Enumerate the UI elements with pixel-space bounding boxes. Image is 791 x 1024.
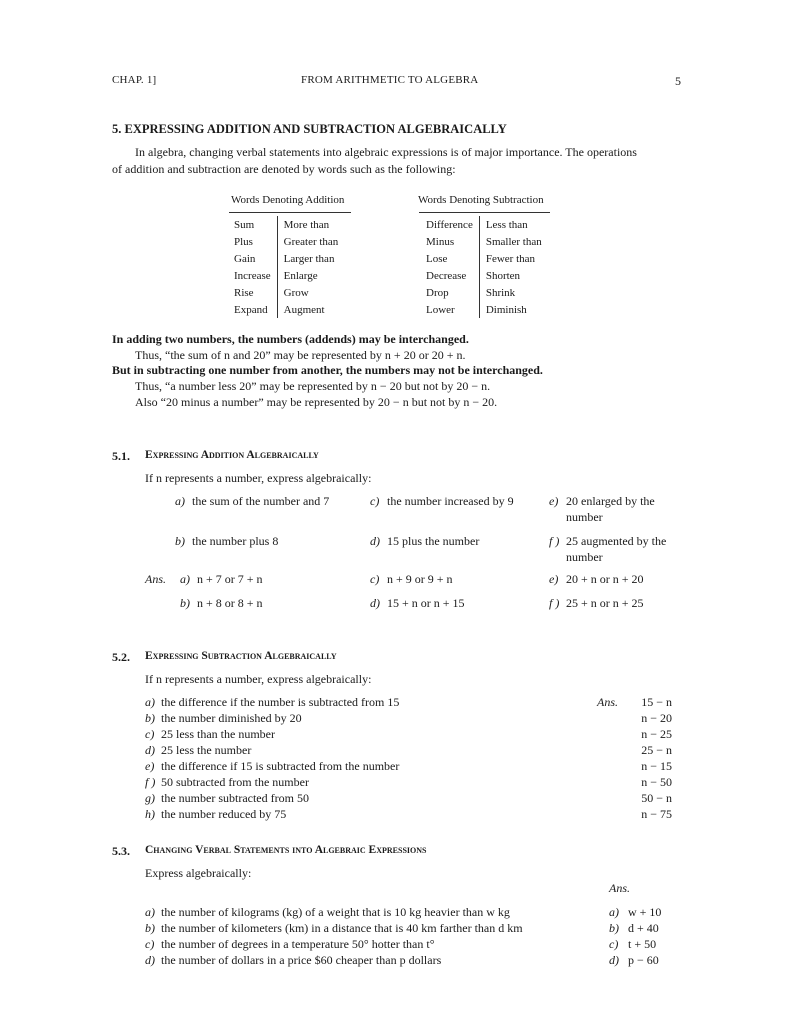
problem-5-1-item-text: 25 augmented by the — [566, 534, 667, 548]
problem-5-2-item-label: f ) — [145, 775, 156, 789]
problem-5-3-item-text: the number of dollars in a price $60 cheaper than p dollars — [161, 953, 442, 967]
subtraction-rule: But in subtracting one number from another, the numbers may not be interchanged. — [112, 363, 543, 377]
addition-word: Larger than — [283, 252, 335, 265]
problem-5-1-item-label: f ) — [549, 534, 560, 548]
subtraction-word: Lose — [420, 250, 479, 267]
problem-5-2-ans-label: Ans. — [597, 695, 618, 709]
subtraction-row — [420, 233, 548, 250]
addition-word: Plus — [228, 233, 277, 250]
problem-5-3-answer-label: b) — [609, 921, 619, 935]
subtraction-word: Less than — [485, 218, 528, 231]
problem-5-2-answer: 50 − n — [641, 791, 672, 805]
problem-5-2-item-text: 50 subtracted from the number — [161, 775, 309, 789]
problem-5-1-number: 5.1. — [112, 449, 130, 463]
subtraction-word: Diminish — [485, 303, 527, 316]
addition-rule-example: Thus, “the sum of n and 20” may be represented by n + 20 or 20 + n. — [135, 348, 466, 362]
problem-5-1-answer-text: 20 + n or n + 20 — [566, 572, 644, 586]
subtraction-word: Decrease — [420, 267, 479, 284]
problem-5-1-answer-label: d) — [370, 596, 380, 610]
subtraction-words-caption: Words Denoting Subtraction — [418, 194, 544, 206]
subtraction-row — [420, 301, 548, 318]
subtraction-row — [420, 284, 548, 301]
problem-5-1-answer-text: n + 8 or 8 + n — [197, 596, 263, 610]
problem-5-2-answer: n − 20 — [641, 711, 672, 725]
subtraction-word: Lower — [420, 301, 479, 318]
problem-5-1-answer-label: b) — [180, 596, 190, 610]
problem-5-1-item-text: 15 plus the number — [387, 534, 480, 548]
problem-5-1-item-text-cont: number — [566, 550, 603, 564]
subtraction-rule-example-1: Thus, “a number less 20” may be represented by n − 20 but not by 20 − n. — [135, 379, 491, 393]
problem-5-3-item-label: c) — [145, 937, 155, 951]
problem-5-2-item-label: g) — [145, 791, 155, 805]
problem-5-2-item-text: the difference if 15 is subtracted from the number — [161, 759, 400, 773]
problem-5-1-item-text: 20 enlarged by the — [566, 494, 655, 508]
subtraction-row — [420, 267, 548, 284]
problem-5-3-answer: t + 50 — [628, 937, 657, 951]
addition-word: Increase — [228, 267, 277, 284]
problem-5-2-prompt: If n represents a number, express algebraically: — [145, 672, 372, 686]
problem-5-3-item-text: the number of degrees in a temperature 50° hotter than t° — [161, 937, 435, 951]
problem-5-1-prompt: If n represents a number, express algebraically: — [145, 471, 372, 485]
addition-word: Augment — [283, 303, 325, 316]
problem-5-2-item-label: d) — [145, 743, 155, 757]
problem-5-3-answer: w + 10 — [628, 905, 662, 919]
problem-5-2-number: 5.2. — [112, 650, 130, 664]
problem-5-2-title: Expressing Subtraction Algebraically — [145, 650, 337, 662]
running-title: FROM ARITHMETIC TO ALGEBRA — [301, 74, 479, 86]
problem-5-1-item-label: c) — [370, 494, 380, 508]
subtraction-word: Difference — [420, 216, 479, 233]
problem-5-2-item-text: the difference if the number is subtracted from 15 — [161, 695, 400, 709]
subtraction-words-table — [420, 216, 548, 318]
problem-5-1-title: Expressing Addition Algebraically — [145, 449, 319, 461]
subtraction-row — [420, 216, 548, 233]
problem-5-2-item-label: c) — [145, 727, 155, 741]
problem-5-1-item-label: e) — [549, 494, 559, 508]
problem-5-1-item-text: the number increased by 9 — [387, 494, 514, 508]
problem-5-2-item-label: b) — [145, 711, 155, 725]
problem-5-1-item-text-cont: number — [566, 510, 603, 524]
problem-5-1-item-label: d) — [370, 534, 380, 548]
problem-5-2-answer: n − 75 — [641, 807, 672, 821]
addition-word: Rise — [228, 284, 277, 301]
problem-5-1-answer-label: f ) — [549, 596, 560, 610]
problem-5-1-answer-text: n + 7 or 7 + n — [197, 572, 263, 586]
addition-words-table — [228, 216, 344, 318]
problem-5-2-item-label: a) — [145, 695, 155, 709]
addition-row — [228, 301, 344, 318]
problem-5-3-answer-label: c) — [609, 937, 619, 951]
problem-5-3-title: Changing Verbal Statements into Algebraic Expressions — [145, 844, 427, 856]
problem-5-3-item-text: the number of kilograms (kg) of a weight that is 10 kg heavier than w kg — [161, 905, 510, 919]
addition-word: Gain — [228, 250, 277, 267]
problem-5-3-item-label: d) — [145, 953, 155, 967]
problem-5-1-item-label: b) — [175, 534, 185, 548]
subtraction-word: Drop — [420, 284, 479, 301]
addition-words-caption: Words Denoting Addition — [231, 194, 345, 206]
problem-5-2-answer: 25 − n — [641, 743, 672, 757]
subtraction-word: Shrink — [485, 286, 516, 299]
problem-5-1-ans-label: Ans. — [145, 572, 166, 586]
problem-5-2-item-text: the number reduced by 75 — [161, 807, 287, 821]
addition-word: More than — [283, 218, 330, 231]
page-number: 5 — [675, 74, 682, 88]
addition-word: Grow — [283, 286, 309, 299]
problem-5-3-item-text: the number of kilometers (km) in a distance that is 40 km farther than d km — [161, 921, 523, 935]
section-heading: 5. EXPRESSING ADDITION AND SUBTRACTION ALGEBRAICALLY — [112, 122, 507, 136]
problem-5-3-answer: d + 40 — [628, 921, 659, 935]
problem-5-3-answer: p − 60 — [628, 953, 659, 967]
problem-5-1-answer-label: e) — [549, 572, 559, 586]
problem-5-3-answer-label: a) — [609, 905, 619, 919]
problem-5-2-item-text: the number diminished by 20 — [161, 711, 302, 725]
addition-rule: In adding two numbers, the numbers (addends) may be interchanged. — [112, 332, 469, 346]
subtraction-rule-example-2: Also “20 minus a number” may be represented by 20 − n but not by n − 20. — [135, 395, 498, 409]
problem-5-1-answer-text: n + 9 or 9 + n — [387, 572, 453, 586]
addition-word: Greater than — [283, 235, 339, 248]
problem-5-2-item-text: the number subtracted from 50 — [161, 791, 309, 805]
intro-line-2: of addition and subtraction are denoted by words such as the following: — [112, 162, 456, 176]
problem-5-3-prompt: Express algebraically: — [145, 866, 252, 880]
chapter-label: CHAP. 1] — [112, 74, 157, 86]
addition-row — [228, 233, 344, 250]
subtraction-word: Smaller than — [485, 235, 542, 248]
addition-row — [228, 267, 344, 284]
problem-5-2-item-text: 25 less the number — [161, 743, 252, 757]
problem-5-1-item-text: the number plus 8 — [192, 534, 279, 548]
addition-table-rule — [229, 212, 351, 213]
problem-5-2-answer: n − 25 — [641, 727, 672, 741]
problem-5-2-answer: n − 15 — [641, 759, 672, 773]
problem-5-1-answer-label: a) — [180, 572, 190, 586]
addition-word: Expand — [228, 301, 277, 318]
problem-5-3-answer-label: d) — [609, 953, 619, 967]
problem-5-1-answer-label: c) — [370, 572, 380, 586]
problem-5-2-item-label: h) — [145, 807, 155, 821]
addition-row — [228, 216, 344, 233]
intro-line-1: In algebra, changing verbal statements into algebraic expressions is of major importance. The operations — [135, 145, 637, 159]
problem-5-3-ans-label: Ans. — [609, 881, 630, 895]
problem-5-1-item-text: the sum of the number and 7 — [192, 494, 330, 508]
addition-row — [228, 284, 344, 301]
problem-5-2-answer: 15 − n — [641, 695, 672, 709]
problem-5-3-number: 5.3. — [112, 844, 130, 858]
subtraction-word: Fewer than — [485, 252, 536, 265]
addition-row — [228, 250, 344, 267]
problem-5-2-item-label: e) — [145, 759, 155, 773]
problem-5-1-answer-text: 25 + n or n + 25 — [566, 596, 644, 610]
subtraction-row — [420, 250, 548, 267]
addition-word: Enlarge — [283, 269, 318, 282]
problem-5-2-item-text: 25 less than the number — [161, 727, 275, 741]
problem-5-3-item-label: a) — [145, 905, 155, 919]
problem-5-1-answer-text: 15 + n or n + 15 — [387, 596, 465, 610]
subtraction-table-rule — [419, 212, 550, 213]
addition-word: Sum — [228, 216, 277, 233]
problem-5-3-item-label: b) — [145, 921, 155, 935]
subtraction-word: Shorten — [485, 269, 521, 282]
subtraction-word: Minus — [420, 233, 479, 250]
problem-5-2-answer: n − 50 — [641, 775, 672, 789]
problem-5-1-item-label: a) — [175, 494, 185, 508]
